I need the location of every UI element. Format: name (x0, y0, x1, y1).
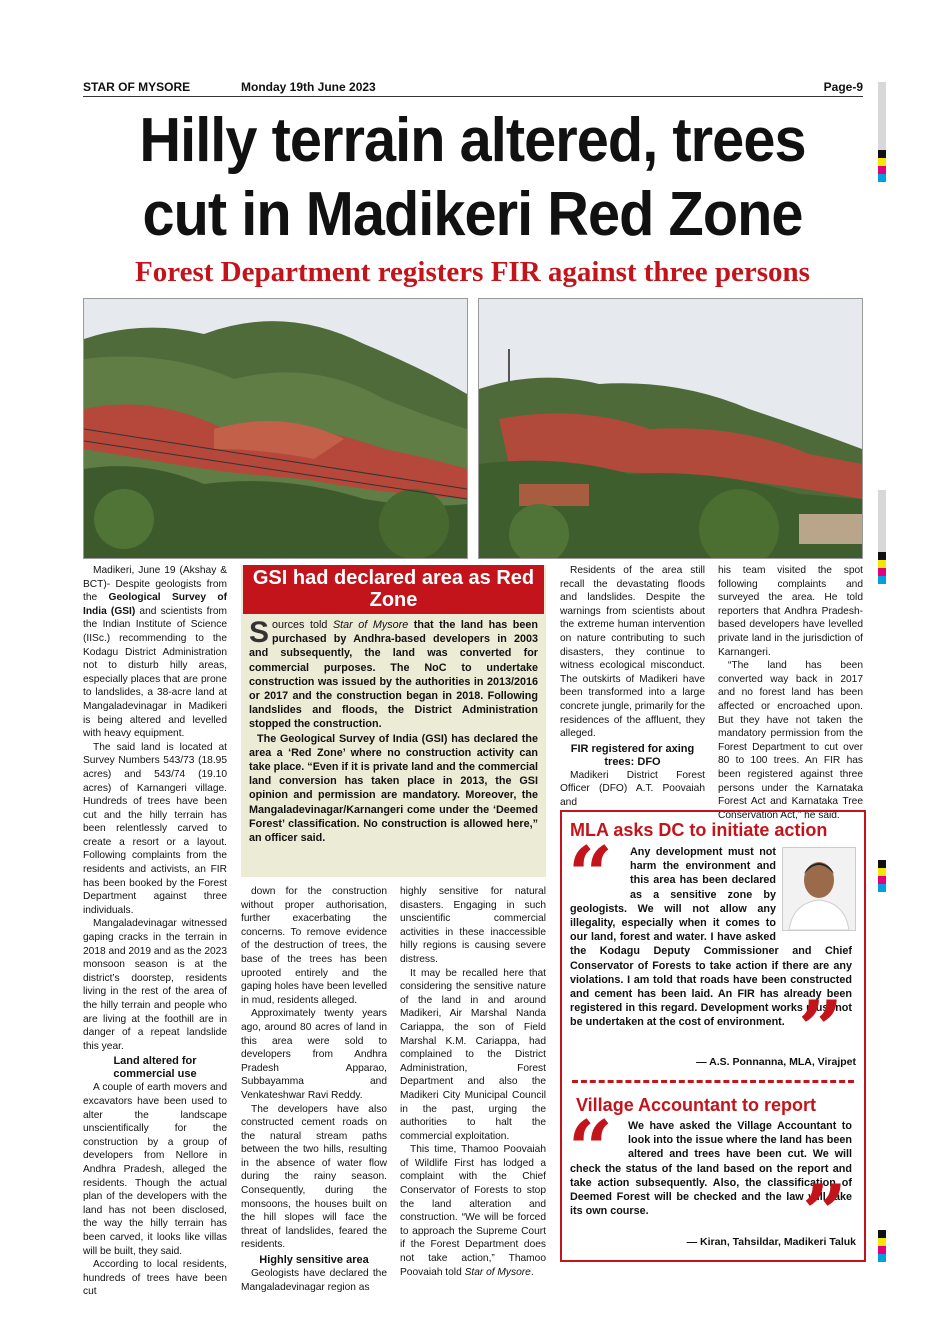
close-quote-icon: ” (798, 984, 843, 1075)
article-paragraph: “The land has been converted way back in 2017 and no forest land has been affected or encroached upon. But they have not taken the mandatory permission from the Forest Department to cut over 80 to 100 trees. An FIR has been registered against three persons under the Karnataka Forest Act and Karnataka Tree Conservation Act,” he said. (718, 660, 863, 821)
article-column-2 (241, 885, 387, 1294)
article-paragraph: According to local residents, hundreds of trees have been cut (83, 1259, 227, 1298)
hillside-photo-left (83, 298, 468, 559)
article-paragraph: Residents of the area still recall the devastating floods and landslides. Despite the warnings from scientists about the extreme human intervention on nature contributing to such disasters, they continue to witness ecological misconduct. The outskirts of Madikeri have been transformed into a large concrete jungle, primarily for the residences of the affluent, they alleged. (560, 565, 705, 740)
registration-marks (878, 1230, 886, 1262)
gsi-paragraph: The Geological Survey of India (GSI) has declared the area a ‘Red Zone’ where no construction activity can take place. “Even if it is private land and the commercial land conversion has taken place in 2013, the GSI opinion and permission are mandatory. Moreover, the Mangaladevinagar/Karnangeri come under the ‘Deemed Forest’ classification. No construction is allowed here,” an officer said. (249, 732, 538, 845)
close-quote-icon: ” (802, 1168, 847, 1259)
article-column-1 (83, 564, 227, 1299)
article-paragraph: Madikeri District Forest Officer (DFO) A.T. Poovaiah and (560, 769, 705, 808)
article-paragraph: highly sensitive for natural disasters. Engaging in such unscientific commercial activities in these inaccessible hilly regions is causing severe distress. (400, 886, 546, 965)
mla-attribution: — A.S. Ponnanna, MLA, Virajpet (696, 1056, 856, 1068)
gsi-box-title: GSI had declared area as Red Zone (243, 565, 544, 614)
article-paragraph: Mangaladevinagar witnessed gaping cracks in the terrain in 2018 and 2019 and as the 2023 monsoon season is at the district’s doorstep, residents living in the rest of the area of the hilly terrain and people who are living at the foothill are in danger of a repeat landslide this year. (83, 918, 227, 1052)
va-attribution: — Kiran, Tahsildar, Madikeri Taluk (686, 1236, 856, 1248)
open-quote-icon: “ (568, 1104, 613, 1195)
crosshead-fir-registered: FIR registered for axing trees: DFO (570, 742, 695, 768)
registration-marks (878, 860, 886, 892)
paper-name: STAR OF MYSORE (83, 80, 191, 94)
masthead (83, 80, 863, 97)
crosshead-highly-sensitive: Highly sensitive area (259, 1254, 369, 1267)
article-paragraph: his team visited the spot following complaints and surveyed the area. He told reporters that Andhra Pradesh-based developers have levelled private land in the jurisdiction of Karnangeri. (718, 565, 863, 658)
va-quote: We have asked the Village Accountant to look into the issue where the land has been altered and trees have been cut. We will check the status of the land based on the report and take action subsequently. Also, the classification of Deemed Forest will be checked and the law will take its own course. (570, 1120, 852, 1218)
open-quote-icon: “ (568, 830, 613, 921)
hillside-photo-right (478, 298, 863, 559)
page-number: Page-9 (823, 80, 863, 94)
issue-date: Monday 19th June 2023 (241, 80, 376, 94)
headline-line-1: Hilly terrain altered, trees (139, 106, 806, 175)
subheadline: Forest Department registers FIR against three persons (135, 256, 810, 288)
article-paragraph: A couple of earth movers and excavators have been used to alter the landscape unscientifically for the construction by a group of developers from Nellore in Andhra Pradesh, alleged the residents. Though the actual plan of the developers with the land has not been disclosed, the way the hilly terrain has been carved, it looks like villas will be built, they said. (83, 1082, 227, 1257)
mla-box-title: MLA asks DC to initiate action (570, 820, 828, 840)
article-paragraph: Approximately twenty years ago, around 80 acres of land in this area were sold to developers from Andhra Pradesh Apparao, Subbayamma and Venkateshwar Ravi Reddy. (241, 1008, 387, 1101)
va-box-title: Village Accountant to report (576, 1095, 817, 1115)
print-bar (878, 82, 886, 150)
article-paragraph: Geologists have declared the Mangaladevinagar region as (241, 1268, 387, 1293)
article-paragraph: down for the construction without proper authorisation, further exacerbating the concerns. To remove evidence of the destruction of trees, the base of the trees has been uprooted entirely and the gaping holes have been levelled in mud, residents alleged. (241, 886, 387, 1006)
article-paragraph: It may be recalled here that considering the sensitive nature of the land in and around Madikeri, Air Marshal Nanda Cariappa, the son of Field Marshal K.M. Cariappa, had complained to the District Administration, Forest Department and also the Madikeri City Municipal Council in the past, urging the authorities to halt the commercial exploitation. (400, 967, 546, 1142)
article-paragraph: This time, Thamoo Poovaiah of Wildlife First has lodged a complaint with the Chief Conservator of Forests to stop the land alteration and construction. “We will be forced to approach the Supreme Court if the Forest Department does not take action,” Thamoo Poovaiah told Star of Mysore. (400, 1144, 546, 1278)
article-column-4 (718, 564, 863, 822)
article-column-3 (560, 564, 705, 810)
article-column-3a (400, 885, 546, 1279)
gsi-paragraph: Sources told Star of Mysore that the land has been purchased by Andhra-based developers in 2003 and subsequently, the land was converted for commercial purposes. The NoC to undertake construction was issued by the authorities in 2013/2016 or 2017 and the construction began in 2018. Following landslides and floods, the District Administration stopped the construction. (249, 616, 538, 731)
headline-line-2: cut in Madikeri Red Zone (142, 180, 803, 249)
crosshead-land-altered: Land altered for commercial use (113, 1055, 197, 1081)
mla-quote: Any development must not harm the environment and this area has been declared as a sensitive zone by geologists. We will not allow any illegality, especially when it comes to our land, forest and water. I have asked the Kodagu Deputy Commissioner and Chief Conservator of Forests to take action if there are any violations. I am told that roads have been constructed and cement has been laid. An FIR has already been registered in this regard. Development works must not be undertaken at the cost of environment. (570, 846, 852, 1029)
registration-marks (878, 552, 886, 584)
print-bar (878, 490, 886, 552)
quotes-box (560, 810, 866, 1262)
article-paragraph: The said land is located at Survey Numbers 543/73 (18.95 acres) and 543/74 (19.10 acres) of Karnangeri village. Hundreds of trees have been cut and the hilly terrain has been relentlessly carved to create a resort or a layout. Following complaints from the residents and activists, an FIR has been booked by the Forest Department against three individuals. (83, 741, 227, 916)
gsi-red-zone-box (241, 565, 546, 877)
drop-cap: S (249, 616, 270, 649)
article-paragraph: Madikeri, June 19 (Akshay & BCT)- Despite geologists from the Geological Survey of India (GSI) and scientists from the Indian Institute of Science (IISc.) recommending to the Kodagu District Administration not to disturb hilly areas, especially places that are prone to landslides, a 38-acre land at Mangaladevinagar in Madikeri is being altered and levelled with heavy equipment. (83, 565, 227, 740)
registration-marks (878, 150, 886, 182)
divider (572, 1080, 854, 1083)
article-paragraph: The developers have also constructed cement roads on the natural stream paths between the two hills, resulting in the absence of water flow during the rainy season. Consequently, during the monsoons, the houses built on the hill slopes will face the threat of landslides, feared the residents. (241, 1103, 387, 1251)
